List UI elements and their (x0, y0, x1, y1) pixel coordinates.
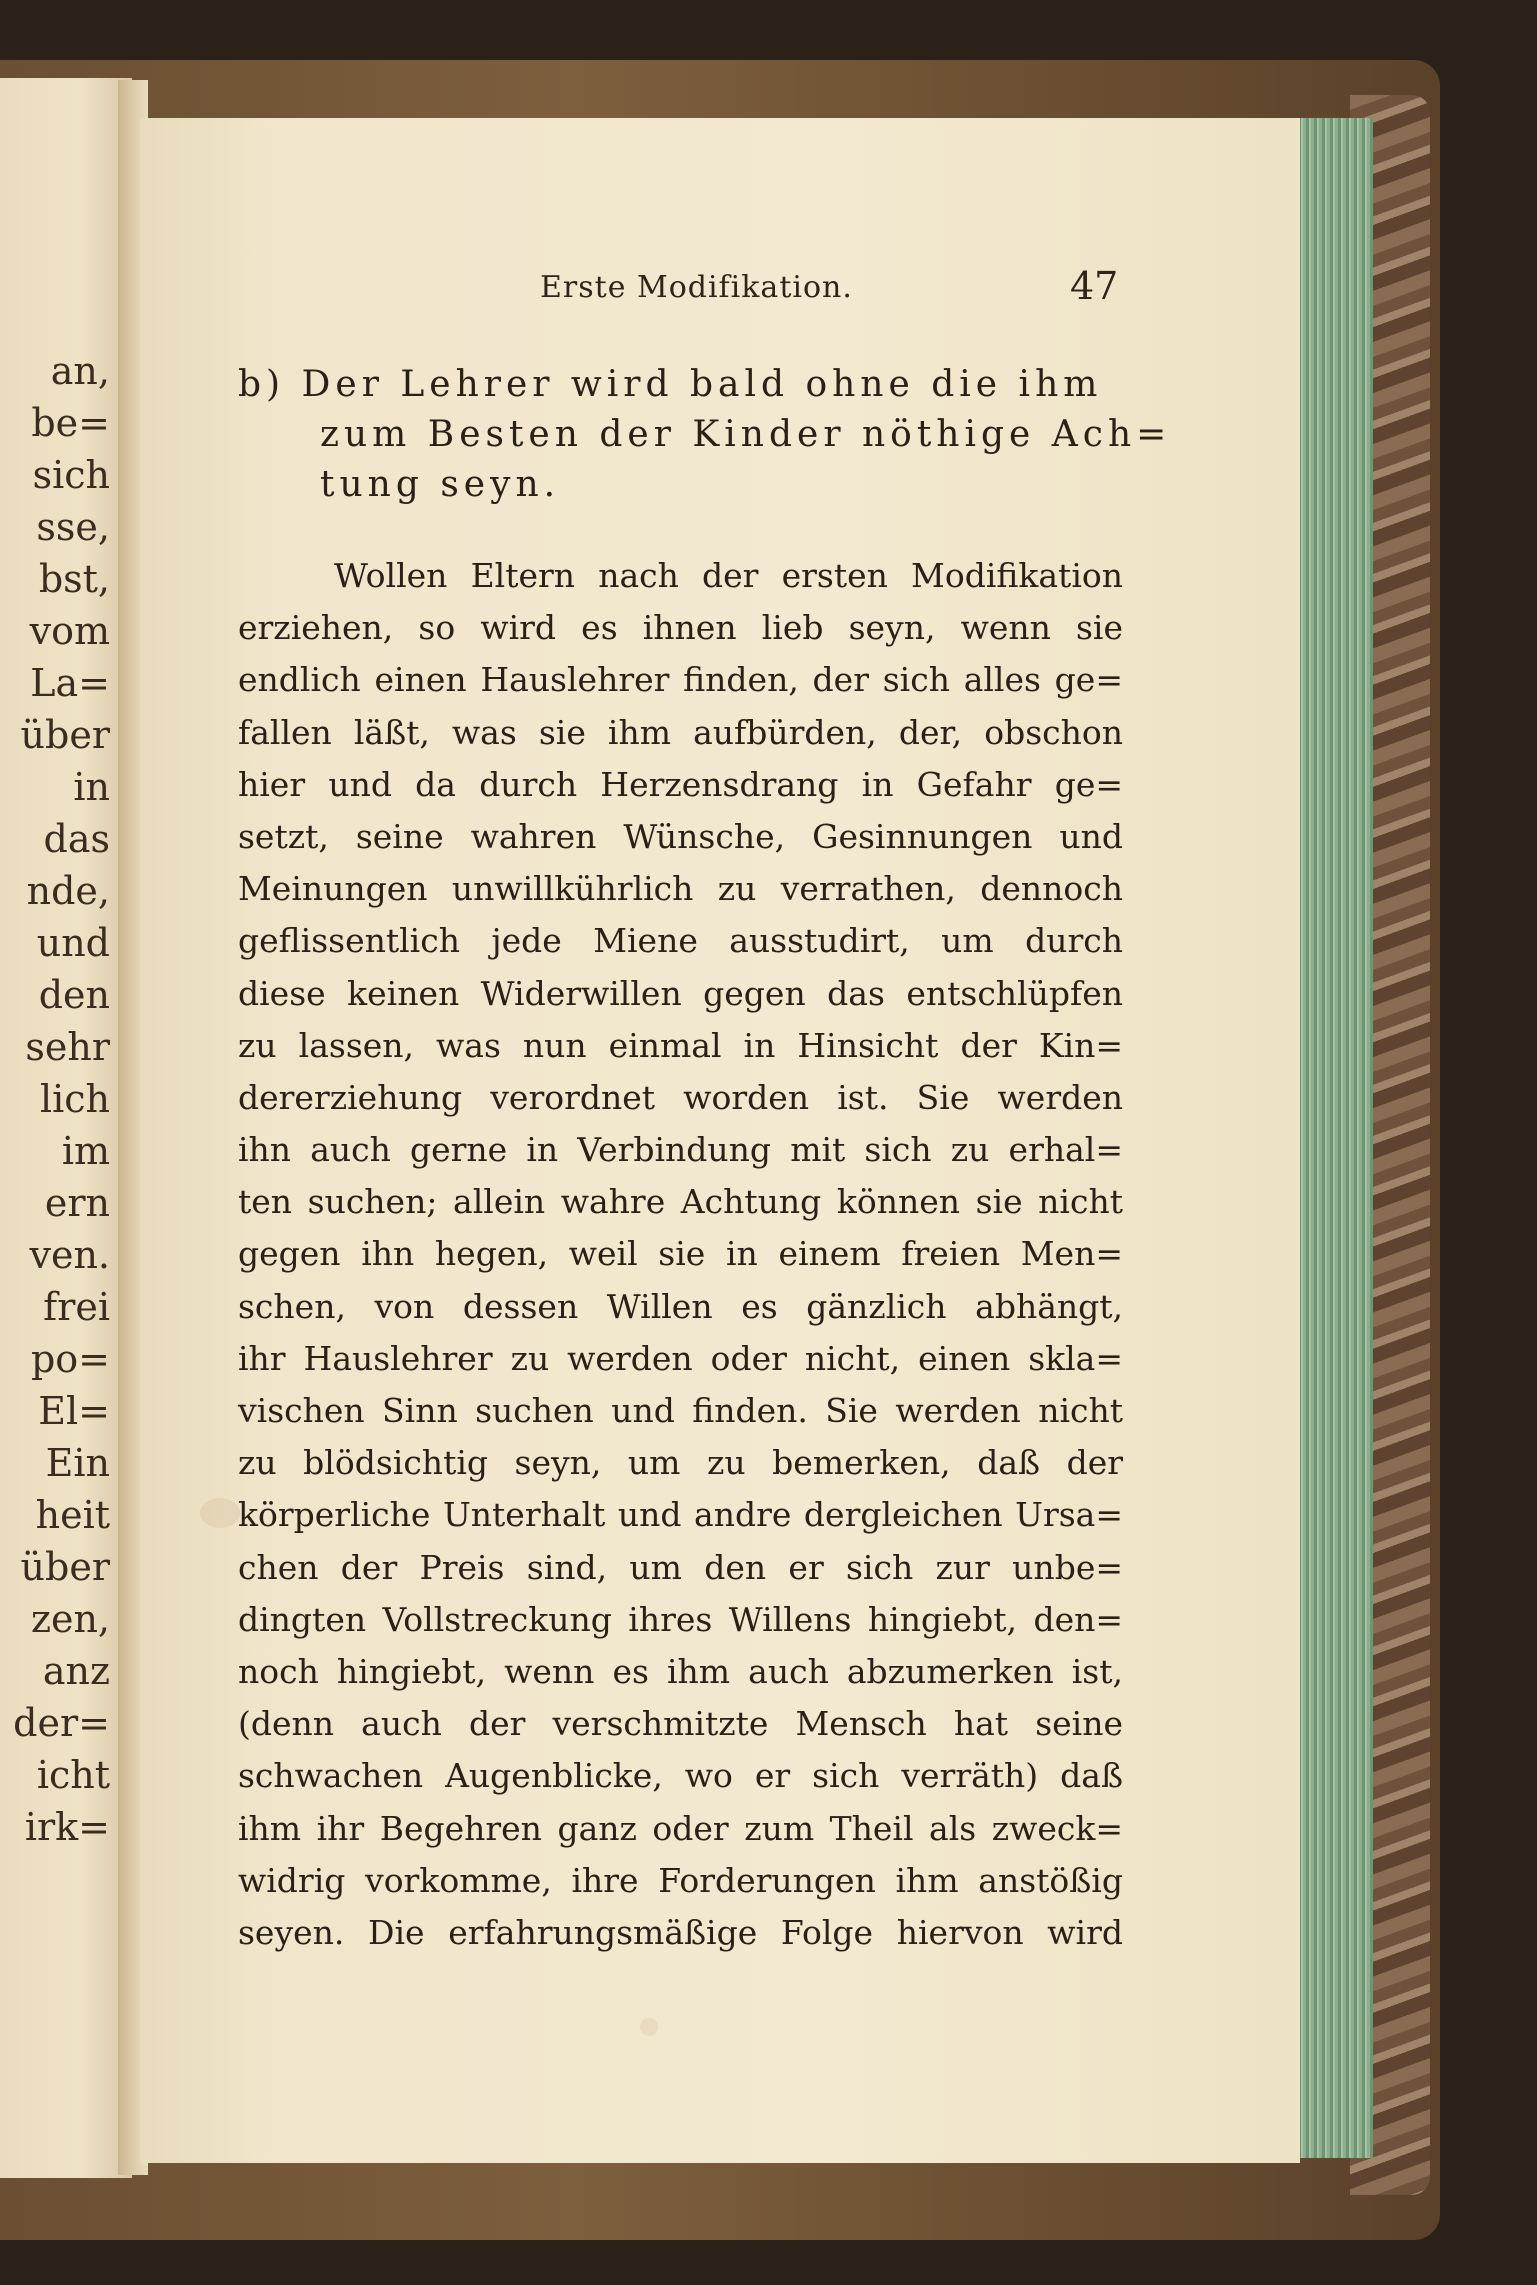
body-line: hier und da durch Herzensdrang in Gefahr ge= (238, 764, 1123, 804)
left-page-line-fragment: La= (30, 661, 110, 705)
body-line: seyen. Die erfahrungsmäßige Folge hiervon wird (238, 1912, 1123, 1952)
left-page-line-fragment: den (38, 973, 110, 1017)
body-line: zu lassen, was nun einmal in Hinsicht der Kin= (238, 1025, 1123, 1065)
body-line: ihr Hauslehrer zu werden oder nicht, einen skla= (238, 1338, 1123, 1378)
left-page-line-fragment: in (73, 765, 110, 809)
page-header (540, 264, 1120, 320)
left-page-line-fragment: Ein (45, 1441, 110, 1485)
body-line: zu blödsichtig seyn, um zu bemerken, daß der (238, 1443, 1123, 1483)
section-heading (238, 360, 1172, 510)
body-line: geflissentlich jede Miene ausstudirt, um durch (238, 921, 1123, 961)
left-page-line-fragment: be= (31, 401, 110, 445)
left-page-line-fragment: anz (42, 1649, 110, 1693)
left-page-line-fragment: zen, (30, 1597, 110, 1641)
body-line: diese keinen Widerwillen gegen das entschlüpfen (238, 973, 1123, 1013)
body-line: vischen Sinn suchen und finden. Sie werden nicht (238, 1391, 1123, 1430)
left-page-line-fragment: über (20, 1545, 110, 1589)
left-page-line-fragment: lich (39, 1077, 110, 1121)
body-line: noch hingiebt, wenn es ihm auch abzumerken ist, (238, 1651, 1123, 1691)
left-page-line-fragment: vom (29, 609, 110, 653)
body-line: (denn auch der verschmitzte Mensch hat seine (238, 1704, 1123, 1744)
paper-stain (200, 1498, 240, 1528)
body-line: gegen ihn hegen, weil sie in einem freien Men= (238, 1234, 1123, 1274)
body-line: Meinungen unwillkührlich zu verrathen, dennoch (238, 869, 1123, 909)
body-line: dererziehung verordnet worden ist. Sie werden (238, 1077, 1123, 1117)
body-line: setzt, seine wahren Wünsche, Gesinnungen und (238, 816, 1123, 856)
body-line: ihn auch gerne in Verbindung mit sich zu erhal= (238, 1130, 1123, 1170)
running-head: Erste Modifikation. (540, 270, 853, 305)
body-paragraph (238, 550, 1123, 1959)
body-line: ten suchen; allein wahre Achtung können sie nicht (238, 1182, 1123, 1222)
left-page-line-fragment: und (36, 921, 110, 965)
left-page-line-fragment: ern (44, 1181, 110, 1225)
body-line: schen, von dessen Willen es gänzlich abhängt, (238, 1286, 1123, 1326)
left-page-text-fragments (0, 345, 110, 1853)
left-page-line-fragment: über (20, 713, 110, 757)
page-number: 47 (1070, 264, 1119, 308)
body-line: chen der Preis sind, um den er sich zur unbe= (238, 1547, 1123, 1587)
left-page-line-fragment: irk= (24, 1805, 110, 1849)
left-page-line-fragment: nde, (26, 869, 110, 913)
body-line: körperliche Unterhalt und andre dergleichen Ursa= (238, 1495, 1123, 1535)
left-page-line-fragment: bst, (38, 557, 110, 601)
body-line: dingten Vollstreckung ihres Willens hingiebt, den= (238, 1599, 1123, 1639)
left-page-line-fragment: ven. (29, 1233, 110, 1277)
left-page-line-fragment: frei (43, 1285, 110, 1329)
left-page-line-fragment: im (61, 1129, 110, 1173)
heading-line: b) Der Lehrer wird bald ohne die ihm (238, 364, 1103, 405)
paper-stain (640, 2018, 658, 2036)
body-line: endlich einen Hauslehrer finden, der sich alles ge= (238, 660, 1123, 700)
left-page-line-fragment: sse, (36, 505, 110, 549)
left-page-line-fragment: icht (36, 1753, 110, 1797)
left-page-line-fragment: das (43, 817, 110, 861)
body-line: schwachen Augenblicke, wo er sich verräth) daß (238, 1756, 1123, 1796)
body-line: erziehen, so wird es ihnen lieb seyn, wenn sie (238, 608, 1123, 648)
page-block-edge (1293, 118, 1373, 2158)
body-line: fallen läßt, was sie ihm aufbürden, der, obschon (238, 712, 1123, 752)
body-line: Wollen Eltern nach der ersten Modifikation (334, 556, 1123, 595)
body-line: ihm ihr Begehren ganz oder zum Theil als zweck= (238, 1808, 1123, 1848)
left-page-line-fragment: sich (32, 453, 110, 497)
left-page-line-fragment: der= (13, 1701, 110, 1745)
left-page-line-fragment: sehr (25, 1025, 110, 1069)
left-page-line-fragment: an, (50, 349, 110, 393)
body-line: widrig vorkomme, ihre Forderungen ihm anstößig (238, 1860, 1123, 1900)
left-page-line-fragment: heit (35, 1493, 110, 1537)
heading-line: zum Besten der Kinder nöthige Ach= (320, 414, 1172, 455)
left-page-line-fragment: po= (30, 1337, 110, 1381)
left-page-line-fragment: El= (38, 1389, 110, 1433)
heading-line: tung seyn. (320, 464, 561, 505)
page-text (238, 360, 1172, 1952)
